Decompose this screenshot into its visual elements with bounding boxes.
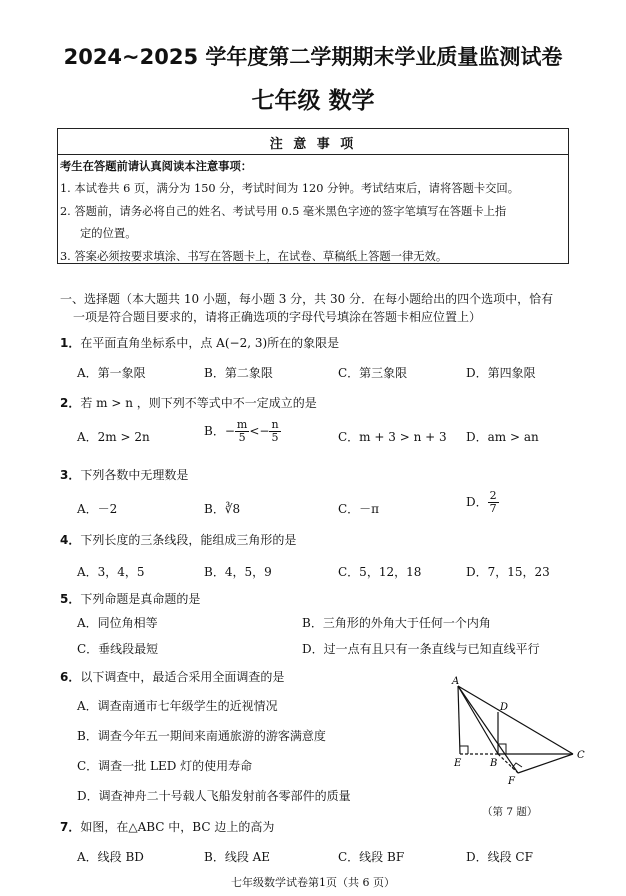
question-5-option-d: D．过一点有且只有一条直线与已知直线平行 [302,642,540,656]
question-1-option-a: A．第一象限 [77,366,146,380]
question-3-text: 下列各数中无理数是 [80,468,189,482]
question-1-option-c: C．第三象限 [338,366,408,380]
question-5-option-a: A．同位角相等 [77,616,158,630]
figure-caption: （第 7 题） [482,806,538,818]
label-f: F [508,776,515,787]
triangle-figure [430,674,590,824]
question-3-number: 3． [60,468,81,482]
label-d: D [500,702,509,713]
question-3-option-b: B．∛8 [204,502,241,516]
question-2-option-a: A．2m > 2n [77,430,150,444]
question-2-text: 若 m > n ，则下列不等式中不一定成立的是 [80,396,317,410]
question-2-option-b-minus: − [224,424,235,438]
notice-item-1: 1. 本试卷共 6 页，满分为 150 分，考试时间为 120 分钟。考试结束后，请将答题卡交回。 [60,182,520,195]
question-1-stem [60,334,339,351]
question-4-option-d: D．7，15，23 [466,565,550,579]
question-2-stem [60,394,317,411]
question-4-option-b: B．4，5，9 [204,565,272,579]
segment-af [458,686,518,773]
question-6-stem [60,668,284,685]
question-2-option-d: D．am > an [466,430,539,444]
question-1-option-b: B．第二象限 [204,366,273,380]
notice-title: 注 意 事 项 [269,137,357,152]
frac-denominator: 5 [271,431,279,444]
segment-ab [458,686,498,754]
question-5-text: 下列命题是真命题的是 [80,592,201,606]
notice-item-2-cont: 定的位置。 [80,227,137,240]
question-6-option-c: C．调查一批 LED 灯的使用寿命 [77,759,253,773]
question-7-option-d: D．线段 CF [466,850,533,864]
segment-ae [458,686,460,754]
question-4-option-a: A．3，4，5 [77,565,145,579]
question-4-text: 下列长度的三条线段，能组成三角形的是 [80,533,297,547]
label-a: A [452,676,460,687]
question-1-option-d: D．第四象限 [466,366,536,380]
question-4-number: 4． [60,533,81,547]
question-1-text: 在平面直角坐标系中，点 A(−2, 3)所在的象限是 [80,336,340,350]
question-2-option-b-frac-2 [269,419,280,444]
notice-divider [58,154,568,155]
question-5-stem [60,590,200,607]
question-3-stem [60,466,188,483]
question-5-option-c: C．垂线段最短 [77,642,159,656]
question-7-number: 7． [60,820,81,834]
exam-subtitle: 七年级 数学 [251,88,375,114]
right-angle-e [460,746,468,754]
question-4-stem [60,531,296,548]
frac-numerator: m [236,418,248,431]
label-e: E [454,758,462,769]
frac-denominator: 7 [489,502,497,515]
question-3-option-c: C．－π [338,502,380,516]
frac-numerator: n [271,418,279,431]
question-1-number: 1． [60,336,81,350]
question-3-option-d-label: D． [466,495,488,509]
question-6-option-b: B．调查今年五一期间来南通旅游的游客满意度 [77,729,326,743]
section1-intro-line1: 一、选择题（本大题共 10 小题，每小题 3 分，共 30 分．在每小题给出的四个选项中，恰有 [60,292,554,306]
page-footer: 七年级数学试卷第1页（共 6 页） [231,876,395,889]
question-2-option-b-label: B． [204,424,225,438]
question-3-option-d-frac [488,490,499,515]
notice-box [57,128,569,264]
frac-denominator: 5 [238,431,246,444]
question-6-option-a: A．调查南通市七年级学生的近视情况 [77,699,278,713]
question-6-text: 以下调查中，最适合采用全面调查的是 [80,670,285,684]
question-5-number: 5． [60,592,81,606]
notice-item-3: 3. 答案必须按要求填涂、书写在答题卡上，在试卷、草稿纸上答题一律无效。 [60,250,448,263]
segment-fc [518,754,573,773]
question-7-stem [60,818,274,835]
notice-item-2: 2. 答题前，请务必将自己的姓名、考试号用 0.5 毫米黑色字迹的签字笔填写在答题卡上指 [60,205,507,218]
notice-intro: 考生在答题前请认真阅读本注意事项： [60,159,253,173]
question-7-option-a: A．线段 BD [77,850,144,864]
label-c: C [577,750,585,761]
question-2-option-b-relation: < [249,424,260,438]
exam-title: 2024~2025 学年度第二学期期末学业质量监测试卷 [63,45,563,69]
question-5-option-b: B．三角形的外角大于任何一个内角 [302,616,491,630]
question-3-option-d [466,490,499,515]
question-4-option-c: C．5，12，18 [338,565,422,579]
question-2-option-b-frac-1 [235,419,249,444]
section1-intro-line2: 一项是符合题目要求的，请将正确选项的字母代号填涂在答题卡相应位置上） [73,310,482,324]
question-2-option-c: C．m + 3 > n + 3 [338,430,447,444]
question-6-number: 6． [60,670,81,684]
frac-numerator: 2 [489,489,497,502]
question-2-option-b-minus-2: − [259,424,270,438]
question-2-number: 2． [60,396,81,410]
question-3-option-a: A．－2 [77,502,118,516]
question-2-option-b [204,419,281,444]
segment-ac [458,686,573,754]
question-7-option-c: C．线段 BF [338,850,405,864]
question-7-text: 如图，在△ABC 中，BC 边上的高为 [80,820,275,834]
label-b: B [490,758,498,769]
question-6-option-d: D．调查神舟二十号载人飞船发射前各零部件的质量 [77,789,351,803]
question-7-option-b: B．线段 AE [204,850,271,864]
